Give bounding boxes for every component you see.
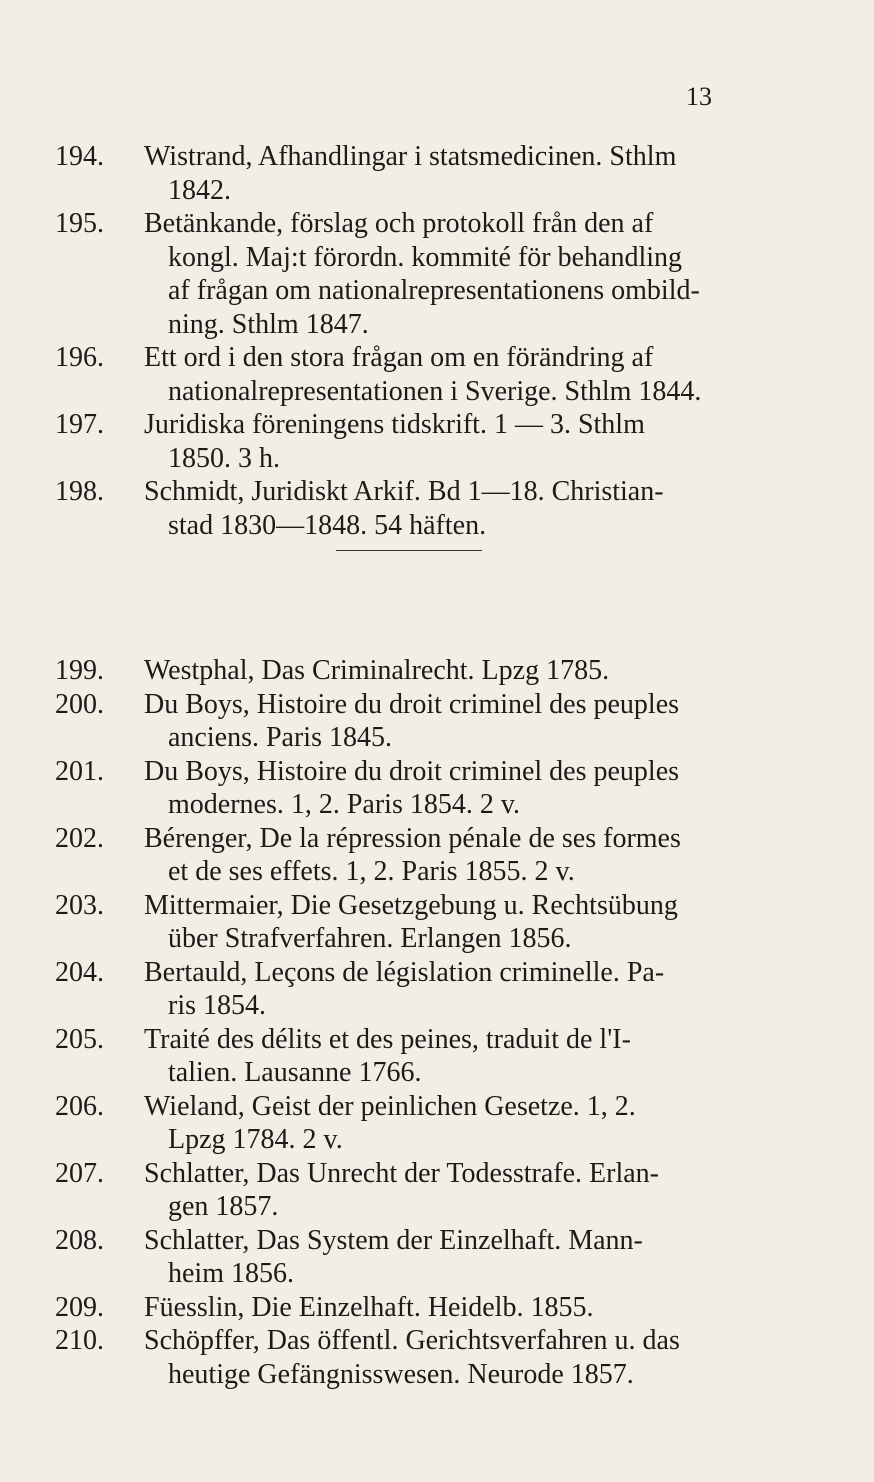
entry-text: Wieland, Geist der peinlichen Gesetze. 1, 2. — [144, 1090, 636, 1122]
entry-text-continuation: kongl. Maj:t förordn. kommité för behandling — [168, 241, 683, 273]
entry-text: Bertauld, Leçons de législation criminelle. Pa- — [144, 956, 665, 988]
entry-number: 205. — [55, 1023, 104, 1055]
catalog-entry — [0, 1291, 738, 1325]
entry-text: Mittermaier, Die Gesetzgebung u. Rechtsübung — [144, 889, 678, 921]
catalog-entry — [0, 1157, 738, 1224]
entry-text: Füesslin, Die Einzelhaft. Heidelb. 1855. — [144, 1291, 594, 1323]
entry-number: 197. — [55, 409, 104, 440]
entry-text: Schmidt, Juridiskt Arkif. Bd 1—18. Christian- — [144, 476, 664, 507]
entry-number: 210. — [55, 1325, 104, 1356]
catalog-entry — [0, 408, 738, 475]
catalog-entry — [0, 654, 738, 688]
entry-number: 207. — [55, 1157, 104, 1189]
catalog-entry — [0, 1090, 738, 1157]
entry-number: 199. — [55, 655, 104, 686]
entry-text-continuation: ning. Sthlm 1847. — [168, 308, 369, 340]
entry-text: Schöpffer, Das öffentl. Gerichtsverfahren u. das — [144, 1325, 680, 1356]
entry-number: 209. — [55, 1291, 104, 1323]
entry-text: Ett ord i den stora frågan om en förändring af — [144, 342, 654, 373]
entry-text-continuation: anciens. Paris 1845. — [168, 722, 392, 753]
entry-text: Schlatter, Das Unrecht der Todesstrafe. Erlan- — [144, 1157, 659, 1189]
catalog-entry — [0, 755, 738, 822]
entry-text-continuation: 1850. 3 h. — [168, 442, 280, 474]
catalog-entry — [0, 140, 738, 207]
entry-text-continuation: modernes. 1, 2. Paris 1854. 2 v. — [168, 789, 521, 820]
catalog-entry — [0, 1224, 738, 1291]
entry-number: 198. — [55, 476, 104, 507]
entry-list-2 — [0, 654, 874, 1391]
catalog-entry — [0, 1023, 738, 1090]
catalog-entry — [0, 475, 738, 542]
entry-text: Traité des délits et des peines, traduit de l'I- — [144, 1023, 631, 1055]
entry-text: Betänkande, förslag och protokoll från den af — [144, 208, 654, 239]
entry-text-continuation: gen 1857. — [168, 1191, 279, 1222]
entry-text: Bérenger, De la répression pénale de ses formes — [144, 822, 681, 854]
section-divider — [336, 550, 482, 551]
entry-text: Juridiska föreningens tidskrift. 1 — 3. Sthlm — [144, 409, 645, 440]
entry-text-continuation: heutige Gefängnisswesen. Neurode 1857. — [168, 1358, 634, 1390]
entry-text-continuation: af frågan om nationalrepresentationens ombild- — [168, 275, 700, 306]
catalog-entry — [0, 822, 738, 889]
entry-text: Schlatter, Das System der Einzelhaft. Mann- — [144, 1224, 643, 1256]
entry-number: 200. — [55, 688, 104, 720]
entry-text-continuation: et de ses effets. 1, 2. Paris 1855. 2 v. — [168, 856, 575, 887]
entry-number: 194. — [55, 141, 104, 172]
entry-number: 203. — [55, 889, 104, 921]
entry-list-1 — [0, 140, 874, 542]
entry-text-continuation: ris 1854. — [168, 990, 266, 1021]
entry-number: 204. — [55, 956, 104, 988]
entry-text: Wistrand, Afhandlingar i statsmedicinen. Sthlm — [144, 141, 677, 172]
entry-number: 202. — [55, 822, 104, 854]
entry-text-continuation: Lpzg 1784. 2 v. — [168, 1124, 343, 1155]
entry-number: 208. — [55, 1224, 104, 1256]
entry-text-continuation: nationalrepresentationen i Sverige. Sthlm 1844. — [168, 375, 702, 407]
entry-text-continuation: stad 1830—1848. 54 häften. — [168, 509, 487, 541]
entry-text: Du Boys, Histoire du droit criminel des peuples — [144, 755, 680, 787]
catalog-entry — [0, 889, 738, 956]
entry-text: Westphal, Das Criminalrecht. Lpzg 1785. — [144, 655, 610, 686]
entry-number: 206. — [55, 1090, 104, 1122]
entry-number: 201. — [55, 755, 104, 787]
catalog-entry — [0, 1324, 738, 1391]
entry-number: 196. — [55, 342, 104, 373]
entry-text-continuation: heim 1856. — [168, 1258, 294, 1289]
catalog-entry — [0, 207, 738, 341]
entry-text-continuation: talien. Lausanne 1766. — [168, 1057, 422, 1088]
catalog-entry — [0, 688, 738, 755]
entry-number: 195. — [55, 208, 104, 239]
catalog-entry — [0, 341, 738, 408]
page-number: 13 — [686, 82, 712, 111]
entry-text: Du Boys, Histoire du droit criminel des peuples — [144, 688, 680, 720]
catalog-entry — [0, 956, 738, 1023]
entry-text-continuation: über Strafverfahren. Erlangen 1856. — [168, 923, 572, 954]
entry-text-continuation: 1842. — [168, 174, 231, 206]
